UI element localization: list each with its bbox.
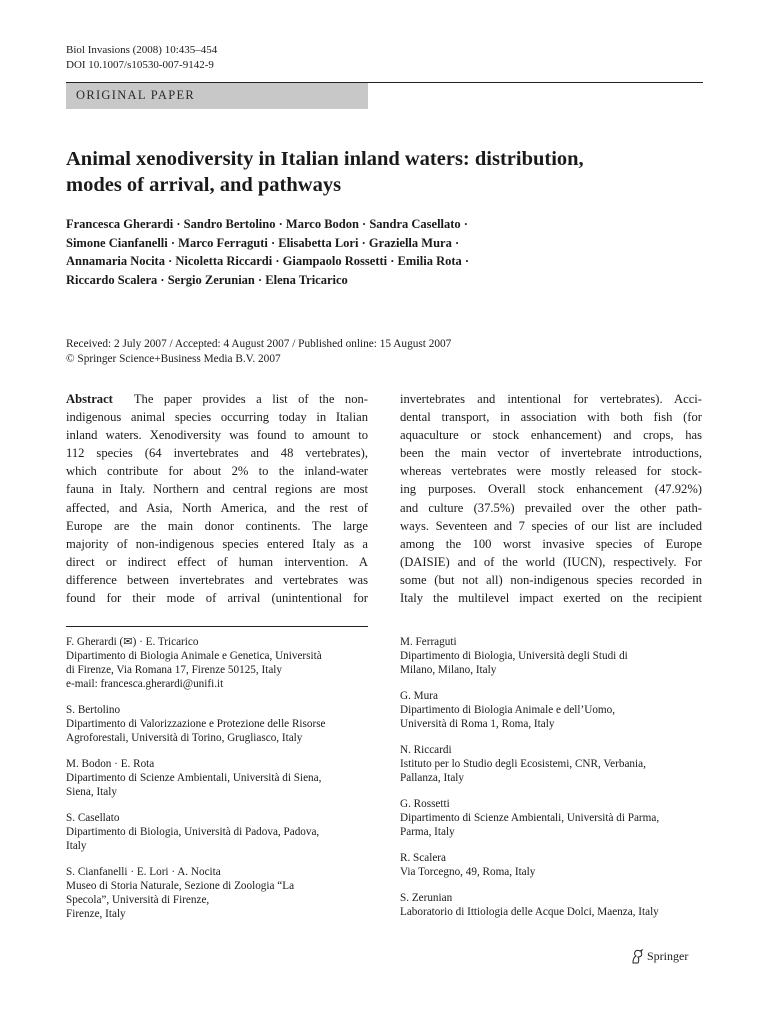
affiliations-right-column — [400, 635, 710, 931]
abstract-line: majority of non-indigenous species entered Italy as a — [66, 536, 368, 551]
abstract-line: indigenous animal species occurring today in Italian — [66, 410, 368, 425]
affiliation-line: Dipartimento di Biologia Animale e dell’Uomo, — [400, 704, 616, 716]
affiliation-block — [66, 703, 376, 745]
abstract-line: dental transport, in association with both fish (for — [400, 410, 702, 425]
affiliation-line: Dipartimento di Biologia Animale e Genetica, Università — [66, 650, 322, 662]
affiliation-block — [400, 851, 710, 879]
affiliation-line: di Firenze, Via Romana 17, Firenze 50125, Italy — [66, 664, 282, 676]
affiliation-names: F. Gherardi (✉) · E. Tricarico — [66, 636, 199, 648]
affiliation-names: S. Casellato — [66, 812, 120, 824]
affiliation-block — [400, 689, 710, 731]
author-line: Simone Cianfanelli · Marco Ferraguti · Elisabetta Lori · Graziella Mura · — [66, 235, 460, 250]
affiliation-names: S. Zerunian — [400, 892, 453, 904]
author-line: Annamaria Nocita · Nicoletta Riccardi · Giampaolo Rossetti · Emilia Rota · — [66, 254, 470, 268]
abstract-line: whereas vertebrates were mostly released for stock- — [400, 464, 702, 479]
affiliations-left-column — [66, 635, 376, 933]
abstract-line — [66, 390, 368, 408]
section-label: ORIGINAL PAPER — [76, 88, 196, 102]
affiliation-block — [400, 891, 710, 919]
abstract-right-column — [400, 390, 702, 607]
abstract-line: ing purposes. Overall stock enhancement (47.92%) — [400, 482, 702, 497]
publication-dates — [66, 337, 706, 367]
affiliation-line: Siena, Italy — [66, 786, 117, 798]
publisher-logo — [630, 949, 688, 964]
abstract-line: aquaculture or stock enhancement) and crops, has — [400, 428, 702, 443]
abstract-line: and culture (37.5%) prevailed over the other path- — [400, 500, 702, 515]
affiliation-names: N. Riccardi — [400, 744, 452, 756]
affiliation-block — [400, 635, 710, 677]
journal-doi: DOI 10.1007/s10530-007-9142-9 — [66, 59, 214, 71]
journal-citation — [66, 43, 217, 73]
affiliation-line: Dipartimento di Scienze Ambientali, Università di Parma, — [400, 812, 660, 824]
abstract-line: affected, and Asia, North America, and the rest of — [66, 500, 368, 515]
abstract-left-column — [66, 390, 368, 607]
publisher-name: Springer — [647, 949, 689, 963]
springer-horse-icon — [630, 949, 644, 964]
abstract-line: 112 species (64 invertebrates and 48 vertebrates), — [66, 446, 368, 461]
author-line: Francesca Gherardi · Sandro Bertolino · Marco Bodon · Sandra Casellato · — [66, 217, 468, 231]
affiliation-line: Pallanza, Italy — [400, 772, 464, 784]
affiliation-line: Via Torcegno, 49, Roma, Italy — [400, 866, 536, 878]
affiliation-line: Dipartimento di Scienze Ambientali, Università di Siena, — [66, 772, 322, 784]
affiliation-block — [66, 635, 376, 691]
abstract-line: among the 100 worst invasive species of Europe — [400, 536, 702, 551]
abstract-line: ways. Seventeen and 7 species of our list are included — [400, 518, 702, 533]
affiliation-names: S. Cianfanelli · E. Lori · A. Nocita — [66, 866, 221, 878]
affiliation-names: M. Ferraguti — [400, 636, 457, 648]
affiliation-line: Istituto per lo Studio degli Ecosistemi, CNR, Verbania, — [400, 758, 646, 770]
abstract-line: some (but not all) non-indigenous species recorded in — [400, 572, 702, 587]
affiliation-line: Dipartimento di Biologia, Università di Padova, Padova, — [66, 826, 320, 838]
affiliation-line: Italy — [66, 840, 87, 852]
section-label-band — [66, 83, 368, 109]
abstract-line: fauna in Italy. Northern and central regions are most — [66, 482, 368, 497]
affiliation-names: S. Bertolino — [66, 704, 121, 716]
affiliation-block — [400, 797, 710, 839]
abstract-line: been the main vector of invertebrate introductions, — [400, 446, 702, 461]
affiliation-line: Dipartimento di Biologia, Università degli Studi di — [400, 650, 628, 662]
journal-volume: Biol Invasions (2008) 10:435–454 — [66, 44, 218, 56]
abstract-line: Europe are the main donor continents. The large — [66, 518, 368, 533]
affiliation-names: R. Scalera — [400, 852, 446, 864]
affiliation-names: M. Bodon · E. Rota — [66, 758, 155, 770]
copyright-line: © Springer Science+Business Media B.V. 2007 — [66, 353, 281, 365]
affiliation-block — [66, 811, 376, 853]
title-line: Animal xenodiversity in Italian inland waters: distribution, — [66, 148, 584, 170]
abstract-line: (DAISIE) and of the world (IUCN), respectively. For — [400, 554, 702, 569]
abstract-label: Abstract — [66, 392, 113, 406]
affiliation-block — [66, 865, 376, 921]
affiliation-line: Laboratorio di Ittiologia delle Acque Dolci, Maenza, Italy — [400, 906, 659, 918]
affiliation-line: Dipartimento di Valorizzazione e Protezione delle Risorse — [66, 718, 326, 730]
affiliation-names: G. Rossetti — [400, 798, 450, 810]
affiliation-rule — [66, 626, 368, 627]
affiliation-line: Università di Roma 1, Roma, Italy — [400, 718, 555, 730]
affiliation-line: Museo di Storia Naturale, Sezione di Zoologia “La — [66, 880, 295, 892]
affiliation-block — [66, 757, 376, 799]
affiliation-names: G. Mura — [400, 690, 438, 702]
abstract-line: difference between invertebrates and vertebrates was — [66, 572, 368, 587]
affiliation-line: Specola”, Università di Firenze, — [66, 894, 210, 906]
abstract-line: found for their mode of arrival (unintentional for — [66, 591, 368, 606]
paper-title — [66, 146, 706, 198]
abstract-line: inland waters. Xenodiversity was found to amount to — [66, 428, 368, 443]
author-line: Riccardo Scalera · Sergio Zerunian · Elena Tricarico — [66, 272, 348, 287]
abstract-line: direct or indirect effect of human intervention. A — [66, 554, 368, 569]
affiliation-line: Agroforestali, Università di Torino, Grugliasco, Italy — [66, 732, 303, 744]
abstract-line: Italy the multilevel impact exerted on the recipient — [400, 591, 702, 606]
author-list — [66, 215, 706, 289]
affiliation-line: Firenze, Italy — [66, 908, 126, 920]
affiliation-line: Milano, Milano, Italy — [400, 664, 497, 676]
abstract-text: The paper provides a list of the non- — [133, 392, 369, 406]
title-line: modes of arrival, and pathways — [66, 174, 342, 196]
date-history: Received: 2 July 2007 / Accepted: 4 August 2007 / Published online: 15 August 2007 — [66, 338, 452, 350]
affiliation-line: e-mail: francesca.gherardi@unifi.it — [66, 678, 224, 690]
affiliation-block — [400, 743, 710, 785]
abstract-line: which contribute for about 2% to the inland-water — [66, 464, 368, 479]
affiliation-line: Parma, Italy — [400, 826, 455, 838]
abstract-line: invertebrates and intentional for vertebrates). Acci- — [400, 392, 702, 406]
